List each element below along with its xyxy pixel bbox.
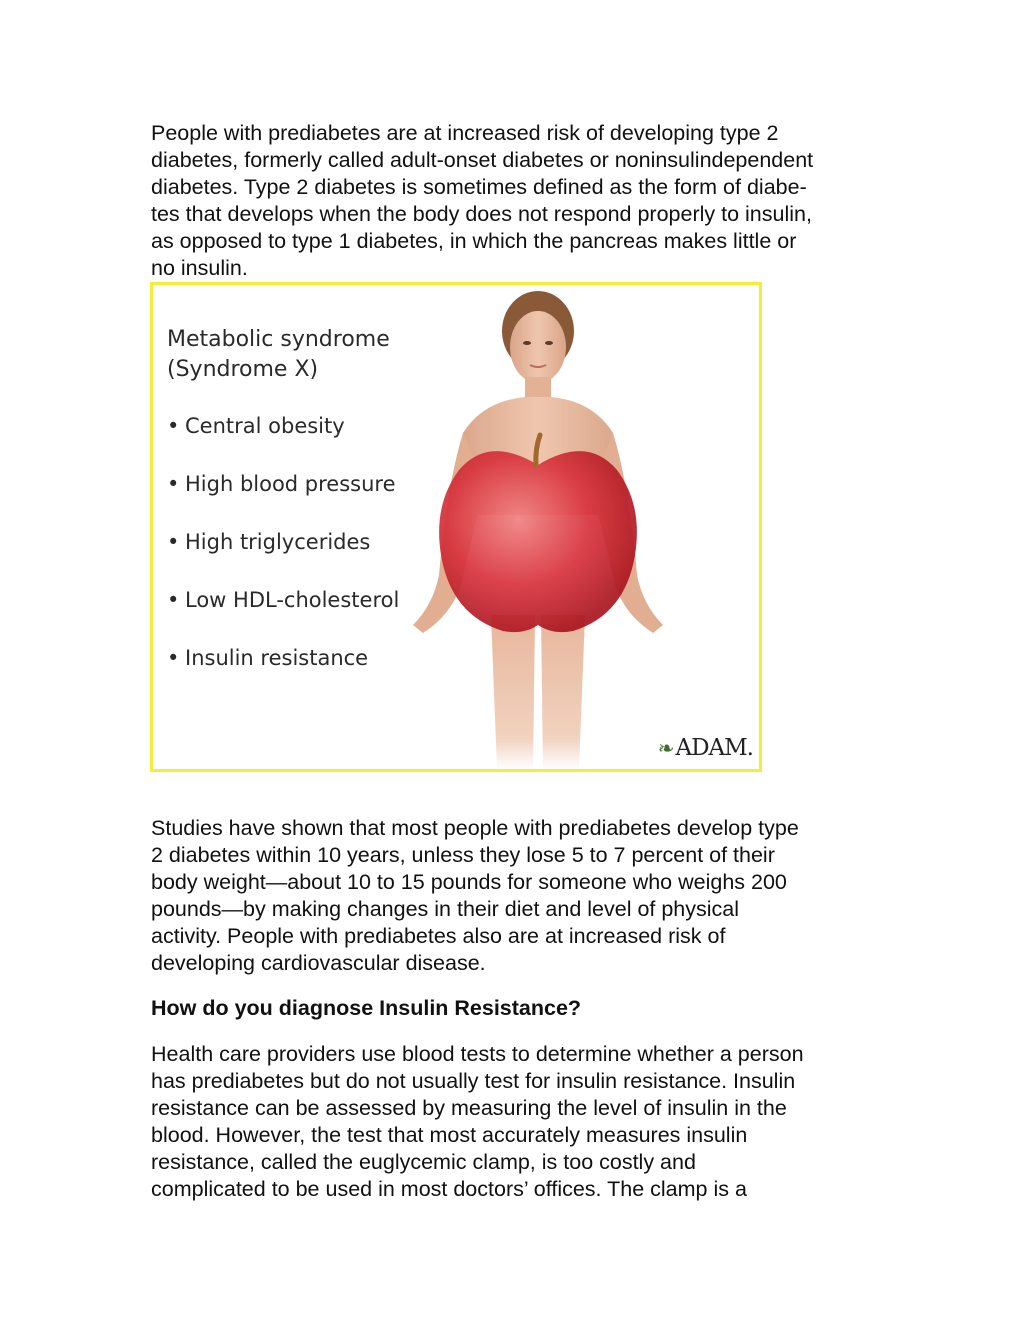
list-item-label: High triglycerides bbox=[185, 530, 371, 554]
human-figure-with-apple-illustration bbox=[393, 285, 683, 769]
paragraph-prediabetes-risk: People with prediabetes are at increased risk of developing type 2 diabetes, formerly called adult-onset diabetes or noninsulindependent diabetes. Type 2 diabetes is sometimes defined as the form of diabe- tes that develops when the body does not respond properly to insulin, as opposed to type 1 diabetes, in which the pancreas makes little or no insulin. bbox=[151, 121, 814, 280]
list-item-label: High blood pressure bbox=[185, 472, 396, 496]
adam-logo: ❧ADAM. bbox=[657, 735, 753, 761]
list-item-label: Low HDL-cholesterol bbox=[185, 588, 400, 612]
paragraph-studies: Studies have shown that most people with prediabetes develop type 2 diabetes within 10 years, unless they lose 5 to 7 percent of their body weight—about 10 to 15 pounds for someone who weighs 200 pounds—by making changes in their diet and level of physical activity. People with prediabetes also are at increased risk of developing cardiovascular disease. bbox=[151, 816, 799, 975]
list-item-label: Insulin resistance bbox=[185, 646, 369, 670]
list-item: • Insulin resistance bbox=[167, 646, 369, 670]
metabolic-syndrome-figure bbox=[150, 282, 762, 772]
section-heading: How do you diagnose Insulin Resistance? bbox=[151, 996, 582, 1020]
list-item-label: Central obesity bbox=[185, 414, 345, 438]
figure-title: Metabolic syndrome (Syndrome X) bbox=[167, 327, 390, 382]
list-item: • Central obesity bbox=[167, 414, 345, 438]
symptom-list bbox=[167, 411, 399, 701]
paragraph-diagnosis: Health care providers use blood tests to determine whether a person has prediabetes but do not usually test for insulin resistance. Insulin resistance can be assessed by measuring the level of insulin in the blood. However, the test that most accurately measures insulin resistance, called the euglycemic clamp, is too costly and complicated to be used in most doctors’ offices. The clamp is a bbox=[151, 1042, 804, 1201]
list-item: • High triglycerides bbox=[167, 530, 371, 554]
list-item: • High blood pressure bbox=[167, 472, 396, 496]
leaf-icon: ❧ bbox=[657, 736, 674, 760]
list-item: • Low HDL-cholesterol bbox=[167, 588, 400, 612]
